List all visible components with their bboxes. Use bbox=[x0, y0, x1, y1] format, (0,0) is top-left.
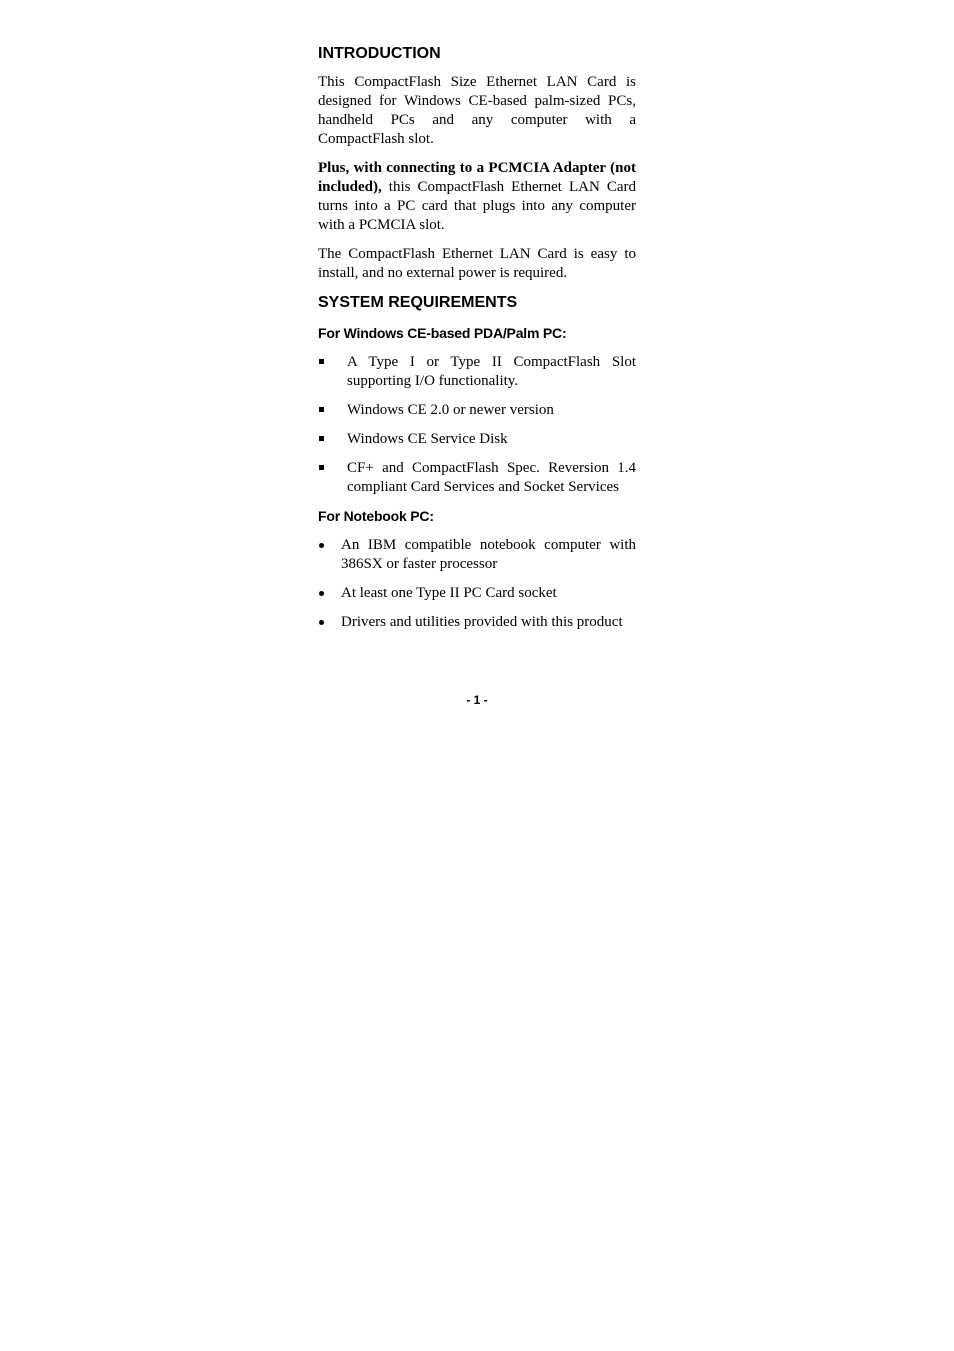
square-bullet-icon bbox=[319, 465, 324, 470]
intro-paragraph-2 bbox=[318, 159, 636, 235]
list-item: Drivers and utilities provided with this product bbox=[318, 613, 636, 632]
list-item: At least one Type II PC Card socket bbox=[318, 584, 636, 603]
round-bullet-icon bbox=[319, 620, 324, 625]
square-bullet-icon bbox=[319, 407, 324, 412]
notebook-requirements-list bbox=[318, 536, 636, 632]
list-item: CF+ and CompactFlash Spec. Reversion 1.4 compliant Card Services and Socket Services bbox=[318, 459, 636, 497]
intro-paragraph-3: The CompactFlash Ethernet LAN Card is easy to install, and no external power is required. bbox=[318, 246, 636, 281]
windows-ce-requirements-list bbox=[318, 353, 636, 497]
list-item: A Type I or Type II CompactFlash Slot supporting I/O functionality. bbox=[318, 353, 636, 391]
page-column bbox=[318, 44, 636, 642]
notebook-subheading: For Notebook PC: bbox=[318, 508, 434, 524]
intro-paragraph-1: This CompactFlash Size Ethernet LAN Card is designed for Windows CE-based palm-sized PCs, handheld PCs and any computer with a CompactFlash slot. bbox=[318, 74, 636, 147]
round-bullet-icon bbox=[319, 591, 324, 596]
system-requirements-heading: SYSTEM REQUIREMENTS bbox=[318, 294, 518, 311]
square-bullet-icon bbox=[319, 436, 324, 441]
intro-paragraph-2-rest: this CompactFlash Ethernet LAN Card turns into a PC card that plugs into any computer with a PCMCIA slot. bbox=[318, 179, 636, 233]
square-bullet-icon bbox=[319, 359, 324, 364]
round-bullet-icon bbox=[319, 543, 324, 548]
intro-paragraph-2-bold: Plus, with connecting to a PCMCIA Adapter (not included), bbox=[318, 160, 636, 195]
windows-ce-subheading: For Windows CE-based PDA/Palm PC: bbox=[318, 325, 567, 341]
list-item: Windows CE Service Disk bbox=[318, 430, 636, 449]
list-item: Windows CE 2.0 or newer version bbox=[318, 401, 636, 420]
list-item: An IBM compatible notebook computer with 386SX or faster processor bbox=[318, 536, 636, 574]
introduction-heading: INTRODUCTION bbox=[318, 45, 441, 62]
page-number: - 1 - bbox=[466, 693, 488, 707]
